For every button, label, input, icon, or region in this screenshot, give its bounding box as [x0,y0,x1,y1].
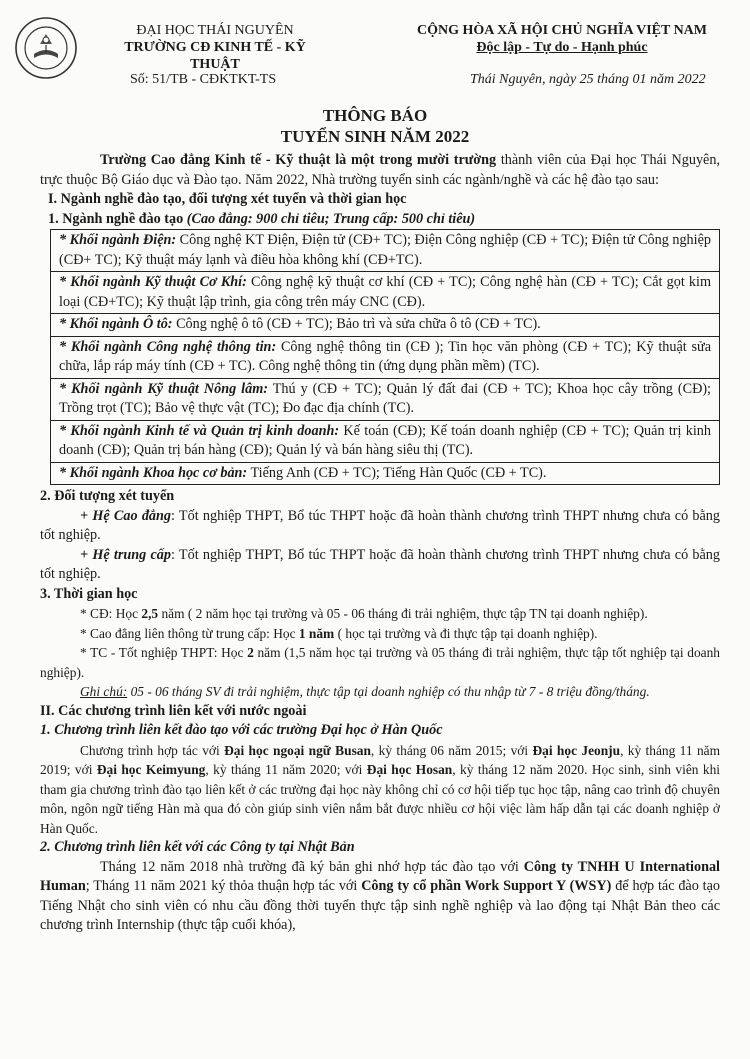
time-note-text: 05 - 06 tháng SV đi trải nghiệm, thực tập tại doanh nghiệp có thu nhập từ 7 - 8 triệu đồng/tháng. [127,684,650,699]
time-bridge-c: ( học tại trường và đi thực tập tại doanh nghiệp). [334,625,598,641]
korea-segment: Đại học Keimyung [96,762,206,777]
korea-segment: Chương trình hợp tác với [80,742,225,758]
korea-segment: , kỳ tháng 06 năm 2015; với [370,742,533,758]
japan-heading: 2. Chương trình liên kết với các Công ty tại Nhật Bản [40,839,355,855]
intro-text: thành viên của Đại học Thái Nguyên, trực thuộc Bộ Giáo dục và Đào tạo. Năm 2022, Nhà trường tuyển sinh các ngành/nghề và các hệ đào tạo sau: [40,152,720,188]
target-intermediate [40,546,720,585]
korea-segment: Đại học Jeonju [532,742,621,758]
time-college-c: năm ( 2 năm học tại trường và 05 - 06 tháng đi trải nghiệm, thực tập TN tại doanh nghiệp). [158,606,648,621]
japan-segment: Công ty TNHH U International Human [40,858,720,894]
target-college-label: + Hệ Cao đẳng [80,507,171,524]
japan-paragraph [40,858,720,936]
korea-segment: Đại học ngoại ngữ Busan [224,742,371,758]
program-block [51,379,719,421]
japan-segment: để hợp tác đào tạo Tiếng Nhật cho sinh viên có nhu cầu đồng thời tuyển thực tập sinh nghề nghiệp và lao động tại Nhật Bản theo các chương trình Internship (thực tập cuối khóa), [40,878,720,933]
time-intermediate-b: 2 [247,645,254,660]
target-intermediate-label: + Hệ trung cấp [80,546,171,563]
document-number: Số: 51/TB - CĐKTKT-TS [130,72,277,87]
section-1-heading: I. Ngành nghề đào tạo, đối tượng xét tuyển và thời gian học [48,191,407,207]
program-block-text: Thú y (CĐ + TC); Quản lý đất đai (CĐ + TC); Khoa học cây trồng (CĐ); Trồng trọt (TC); Bảo vệ thực vật (TC); Đo đạc địa chính (TC). [59,380,711,416]
subsection-1-label: 1. Ngành nghề đào tạo [48,210,187,227]
document-body [40,151,720,936]
japan-segment: Tháng 12 năm 2018 nhà trường đã ký bản ghi nhớ hợp tác đào tạo với [100,858,524,875]
target-college [40,507,720,546]
time-bridge-a: * Cao đẳng liên thông từ trung cấp: Học [80,625,299,641]
subsection-1-quota: (Cao đẳng: 900 chỉ tiêu; Trung cấp: 500 chỉ tiêu) [186,210,476,227]
intro-bold: Trường Cao đẳng Kinh tế - Kỹ thuật là một trong mười trường [100,152,497,168]
program-block-text: Kế toán (CĐ); Kế toán doanh nghiệp (CĐ + TC); Quản trị kinh doanh (CĐ); Quản trị bán hàng (CĐ); Quản lý và bán hàng siêu thị (TC). [59,422,711,458]
time-intermediate [40,643,720,682]
korea-segment: Đại học Hosan [366,762,453,777]
target-intermediate-text: : Tốt nghiệp THPT, Bổ túc THPT hoặc đã hoàn thành chương trình THPT nhưng chưa có bằng tốt nghiệp. [40,546,720,582]
japan-segment: ; Tháng 11 năm 2021 ký thỏa thuận hợp tác với [85,878,362,894]
national-header [392,22,732,56]
program-block [51,337,719,379]
program-block-name: * Khối ngành Công nghệ thông tin: [59,338,277,355]
programs-table [50,229,720,485]
time-college [40,604,720,624]
korea-paragraph [40,741,720,839]
intro-paragraph [40,151,720,190]
program-block-name: * Khối ngành Kỹ thuật Nông lâm: [59,380,268,397]
korea-heading: 1. Chương trình liên kết đào tạo với các trường Đại học ở Hàn Quốc [40,722,443,738]
time-note [40,682,720,702]
subsection-3-heading: 3. Thời gian học [40,585,138,602]
program-block [51,463,719,485]
korea-segment: , kỳ tháng 11 năm 2019; với [40,742,721,777]
school-name: TRƯỜNG CĐ KINH TẾ - KỸ THUẬT [124,40,306,72]
issuer-header [100,22,330,73]
program-block-name: * Khối ngành Ô tô: [59,316,173,332]
doc-title: THÔNG BÁO [322,106,428,125]
program-block-text: Công nghệ thông tin (CĐ ); Tin học văn phòng (CĐ + TC); Kỹ thuật sửa chữa, lắp ráp máy tính (CĐ + TC). Công nghệ thông tin (ứng dụng phần mềm) (TC). [59,338,711,374]
program-block [51,314,719,337]
university-seal-logo [14,16,78,80]
parent-org: ĐẠI HỌC THÁI NGUYÊN [136,23,294,38]
program-block-name: * Khối ngành Kinh tế và Quản trị kinh doanh: [59,422,340,439]
program-block-text: Công nghệ kỹ thuật cơ khí (CĐ + TC); Công nghệ hàn (CĐ + TC); Cắt gọt kim loại (CĐ+TC); Kỹ thuật lập trình, gia công trên máy CNC (CĐ). [59,274,711,310]
program-block [51,230,719,272]
program-block-name: * Khối ngành Khoa học cơ bản: [59,464,248,481]
time-college-a: * CĐ: Học [80,606,142,621]
program-block-text: Công nghệ ô tô (CĐ + TC); Bảo trì và sửa chữa ô tô (CĐ + TC). [172,316,541,332]
document-date: Thái Nguyên, ngày 25 tháng 01 năm 2022 [470,72,706,87]
program-block-text: Công nghệ KT Điện, Điện tử (CĐ+ TC); Điện Công nghiệp (CĐ + TC); Điện tử Công nghiệp (CĐ+ TC); Kỹ thuật máy lạnh và điều hòa không khí (CĐ+TC). [59,232,711,268]
time-note-label: Ghi chú: [80,684,128,699]
program-block [51,272,719,314]
korea-segment: , kỳ tháng 11 năm 2020; với [205,762,367,777]
time-bridge-b: 1 năm [298,625,335,641]
section-2-heading: II. Các chương trình liên kết với nước ngoài [40,702,307,719]
time-intermediate-c: năm (1,5 năm học tại trường và 05 tháng đi trải nghiệm, thực tập tốt nghiệp tại doanh nghiệp). [40,645,720,680]
time-bridge [40,624,720,644]
target-college-text: : Tốt nghiệp THPT, Bổ túc THPT hoặc đã hoàn thành chương trình THPT nhưng chưa có bằng tốt nghiệp. [40,507,720,543]
time-intermediate-a: * TC - Tốt nghiệp THPT: Học [80,645,248,660]
program-block-name: * Khối ngành Điện: [59,232,177,248]
program-block-name: * Khối ngành Kỹ thuật Cơ Khí: [59,274,247,290]
korea-segment: , kỳ tháng 12 năm 2020. Học sinh, sinh viên khi tham gia chương trình đào tạo liên kết ở các trường đại học này không chỉ có cơ hội tiếp tục học tập, nâng cao trình độ chuyên môn, ngôn ngữ tiếng Hàn mà qua đó còn giúp sinh viên nắm bắt được nhiều cơ hội việc làm hấp dẫn tại các doanh nghiệp ở Hàn Quốc. [40,762,720,836]
subsection-1-heading [48,210,720,230]
program-block [51,421,719,463]
time-college-b: 2,5 [141,606,159,621]
japan-segment: Công ty cổ phần Work Support Y (WSY) [361,878,612,894]
doc-subtitle: TUYỂN SINH NĂM 2022 [280,127,470,146]
nation-title: CỘNG HÒA XÃ HỘI CHỦ NGHĨA VIỆT NAM [416,23,707,38]
subsection-2-heading: 2. Đối tượng xét tuyển [40,488,175,504]
nation-motto: Độc lập - Tự do - Hạnh phúc [476,40,648,55]
program-block-text: Tiếng Anh (CĐ + TC); Tiếng Hàn Quốc (CĐ + TC). [247,464,547,481]
